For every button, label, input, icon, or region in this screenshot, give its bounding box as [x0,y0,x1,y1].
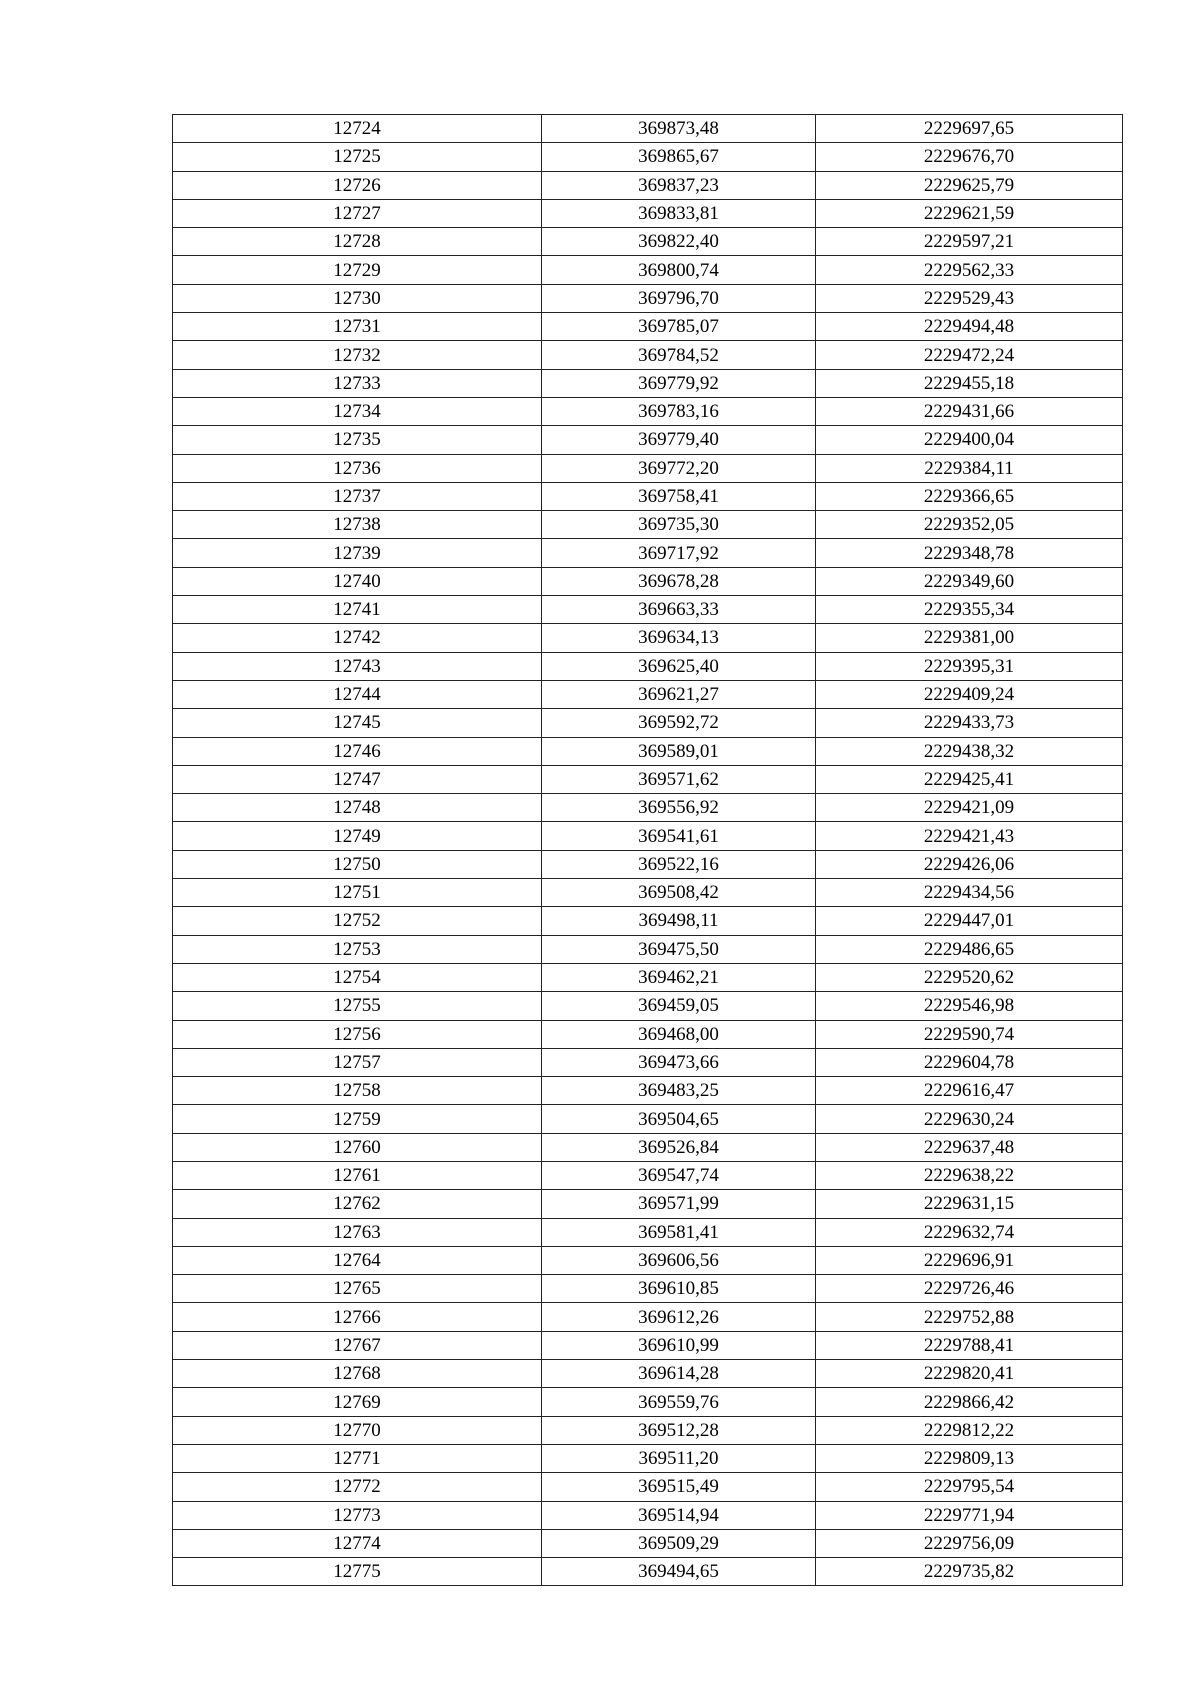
table-row [173,1218,1123,1246]
x-coordinate-cell: 369610,99 [542,1331,816,1359]
x-coordinate-cell: 369634,13 [542,624,816,652]
y-coordinate-cell: 2229421,43 [816,822,1123,850]
point-number-cell: 12765 [173,1275,542,1303]
x-coordinate-cell: 369783,16 [542,397,816,425]
x-coordinate-cell: 369522,16 [542,850,816,878]
table-row [173,822,1123,850]
y-coordinate-cell: 2229621,59 [816,199,1123,227]
x-coordinate-cell: 369459,05 [542,992,816,1020]
table-row [173,879,1123,907]
y-coordinate-cell: 2229529,43 [816,284,1123,312]
y-coordinate-cell: 2229771,94 [816,1501,1123,1529]
y-coordinate-cell: 2229455,18 [816,369,1123,397]
x-coordinate-cell: 369514,94 [542,1501,816,1529]
y-coordinate-cell: 2229632,74 [816,1218,1123,1246]
x-coordinate-cell: 369678,28 [542,567,816,595]
point-number-cell: 12762 [173,1190,542,1218]
x-coordinate-cell: 369873,48 [542,115,816,143]
table-row [173,256,1123,284]
x-coordinate-cell: 369473,66 [542,1048,816,1076]
y-coordinate-cell: 2229472,24 [816,341,1123,369]
point-number-cell: 12754 [173,963,542,991]
table-row [173,794,1123,822]
x-coordinate-cell: 369589,01 [542,737,816,765]
point-number-cell: 12734 [173,397,542,425]
table-row [173,199,1123,227]
table-row [173,1360,1123,1388]
y-coordinate-cell: 2229590,74 [816,1020,1123,1048]
x-coordinate-cell: 369663,33 [542,596,816,624]
point-number-cell: 12735 [173,426,542,454]
point-number-cell: 12740 [173,567,542,595]
y-coordinate-cell: 2229697,65 [816,115,1123,143]
point-number-cell: 12728 [173,228,542,256]
x-coordinate-cell: 369504,65 [542,1105,816,1133]
x-coordinate-cell: 369547,74 [542,1161,816,1189]
table-row [173,369,1123,397]
point-number-cell: 12757 [173,1048,542,1076]
x-coordinate-cell: 369571,62 [542,765,816,793]
y-coordinate-cell: 2229434,56 [816,879,1123,907]
table-row [173,1048,1123,1076]
x-coordinate-cell: 369779,92 [542,369,816,397]
x-coordinate-cell: 369784,52 [542,341,816,369]
y-coordinate-cell: 2229431,66 [816,397,1123,425]
y-coordinate-cell: 2229494,48 [816,313,1123,341]
point-number-cell: 12775 [173,1558,542,1586]
x-coordinate-cell: 369483,25 [542,1077,816,1105]
y-coordinate-cell: 2229788,41 [816,1331,1123,1359]
coordinates-table [172,114,1123,1586]
table-row [173,143,1123,171]
point-number-cell: 12759 [173,1105,542,1133]
point-number-cell: 12724 [173,115,542,143]
point-number-cell: 12733 [173,369,542,397]
point-number-cell: 12755 [173,992,542,1020]
point-number-cell: 12771 [173,1444,542,1472]
table-row [173,907,1123,935]
x-coordinate-cell: 369614,28 [542,1360,816,1388]
table-row [173,765,1123,793]
table-row [173,1077,1123,1105]
point-number-cell: 12731 [173,313,542,341]
point-number-cell: 12732 [173,341,542,369]
table-row [173,1444,1123,1472]
point-number-cell: 12769 [173,1388,542,1416]
table-row [173,1190,1123,1218]
table-row [173,341,1123,369]
table-row [173,1388,1123,1416]
point-number-cell: 12747 [173,765,542,793]
coordinates-table-body [173,115,1123,1586]
point-number-cell: 12738 [173,511,542,539]
y-coordinate-cell: 2229421,09 [816,794,1123,822]
table-row [173,1501,1123,1529]
table-row [173,1331,1123,1359]
table-row [173,313,1123,341]
table-row [173,171,1123,199]
point-number-cell: 12773 [173,1501,542,1529]
point-number-cell: 12763 [173,1218,542,1246]
table-row [173,511,1123,539]
point-number-cell: 12753 [173,935,542,963]
table-row [173,992,1123,1020]
table-row [173,680,1123,708]
x-coordinate-cell: 369508,42 [542,879,816,907]
x-coordinate-cell: 369758,41 [542,482,816,510]
table-row [173,482,1123,510]
y-coordinate-cell: 2229426,06 [816,850,1123,878]
table-row [173,228,1123,256]
point-number-cell: 12756 [173,1020,542,1048]
table-row [173,1558,1123,1586]
x-coordinate-cell: 369779,40 [542,426,816,454]
x-coordinate-cell: 369822,40 [542,228,816,256]
x-coordinate-cell: 369833,81 [542,199,816,227]
x-coordinate-cell: 369556,92 [542,794,816,822]
x-coordinate-cell: 369621,27 [542,680,816,708]
y-coordinate-cell: 2229752,88 [816,1303,1123,1331]
y-coordinate-cell: 2229355,34 [816,596,1123,624]
y-coordinate-cell: 2229395,31 [816,652,1123,680]
y-coordinate-cell: 2229384,11 [816,454,1123,482]
x-coordinate-cell: 369772,20 [542,454,816,482]
point-number-cell: 12729 [173,256,542,284]
y-coordinate-cell: 2229820,41 [816,1360,1123,1388]
y-coordinate-cell: 2229604,78 [816,1048,1123,1076]
y-coordinate-cell: 2229812,22 [816,1416,1123,1444]
point-number-cell: 12749 [173,822,542,850]
y-coordinate-cell: 2229425,41 [816,765,1123,793]
table-row [173,539,1123,567]
y-coordinate-cell: 2229638,22 [816,1161,1123,1189]
y-coordinate-cell: 2229866,42 [816,1388,1123,1416]
x-coordinate-cell: 369498,11 [542,907,816,935]
y-coordinate-cell: 2229409,24 [816,680,1123,708]
point-number-cell: 12772 [173,1473,542,1501]
y-coordinate-cell: 2229366,65 [816,482,1123,510]
point-number-cell: 12768 [173,1360,542,1388]
table-row [173,1133,1123,1161]
point-number-cell: 12750 [173,850,542,878]
table-row [173,709,1123,737]
y-coordinate-cell: 2229352,05 [816,511,1123,539]
point-number-cell: 12751 [173,879,542,907]
point-number-cell: 12725 [173,143,542,171]
x-coordinate-cell: 369592,72 [542,709,816,737]
y-coordinate-cell: 2229400,04 [816,426,1123,454]
x-coordinate-cell: 369717,92 [542,539,816,567]
y-coordinate-cell: 2229726,46 [816,1275,1123,1303]
table-row [173,397,1123,425]
x-coordinate-cell: 369526,84 [542,1133,816,1161]
y-coordinate-cell: 2229597,21 [816,228,1123,256]
table-row [173,1161,1123,1189]
y-coordinate-cell: 2229795,54 [816,1473,1123,1501]
table-row [173,737,1123,765]
table-row [173,850,1123,878]
x-coordinate-cell: 369541,61 [542,822,816,850]
table-row [173,652,1123,680]
y-coordinate-cell: 2229676,70 [816,143,1123,171]
y-coordinate-cell: 2229630,24 [816,1105,1123,1133]
table-row [173,1473,1123,1501]
table-row [173,454,1123,482]
x-coordinate-cell: 369511,20 [542,1444,816,1472]
x-coordinate-cell: 369735,30 [542,511,816,539]
point-number-cell: 12743 [173,652,542,680]
table-row [173,624,1123,652]
y-coordinate-cell: 2229433,73 [816,709,1123,737]
point-number-cell: 12737 [173,482,542,510]
y-coordinate-cell: 2229809,13 [816,1444,1123,1472]
point-number-cell: 12760 [173,1133,542,1161]
point-number-cell: 12726 [173,171,542,199]
table-row [173,426,1123,454]
table-row [173,1105,1123,1133]
table-row [173,596,1123,624]
y-coordinate-cell: 2229381,00 [816,624,1123,652]
point-number-cell: 12767 [173,1331,542,1359]
x-coordinate-cell: 369475,50 [542,935,816,963]
x-coordinate-cell: 369606,56 [542,1246,816,1274]
x-coordinate-cell: 369865,67 [542,143,816,171]
table-row [173,1303,1123,1331]
point-number-cell: 12770 [173,1416,542,1444]
x-coordinate-cell: 369559,76 [542,1388,816,1416]
x-coordinate-cell: 369512,28 [542,1416,816,1444]
y-coordinate-cell: 2229562,33 [816,256,1123,284]
y-coordinate-cell: 2229546,98 [816,992,1123,1020]
y-coordinate-cell: 2229438,32 [816,737,1123,765]
x-coordinate-cell: 369468,00 [542,1020,816,1048]
x-coordinate-cell: 369796,70 [542,284,816,312]
x-coordinate-cell: 369571,99 [542,1190,816,1218]
x-coordinate-cell: 369515,49 [542,1473,816,1501]
y-coordinate-cell: 2229756,09 [816,1529,1123,1557]
table-row [173,567,1123,595]
x-coordinate-cell: 369509,29 [542,1529,816,1557]
point-number-cell: 12739 [173,539,542,567]
x-coordinate-cell: 369612,26 [542,1303,816,1331]
table-row [173,1275,1123,1303]
table-row [173,1529,1123,1557]
point-number-cell: 12741 [173,596,542,624]
point-number-cell: 12745 [173,709,542,737]
y-coordinate-cell: 2229696,91 [816,1246,1123,1274]
point-number-cell: 12761 [173,1161,542,1189]
y-coordinate-cell: 2229447,01 [816,907,1123,935]
y-coordinate-cell: 2229348,78 [816,539,1123,567]
table-row [173,963,1123,991]
x-coordinate-cell: 369625,40 [542,652,816,680]
y-coordinate-cell: 2229349,60 [816,567,1123,595]
point-number-cell: 12752 [173,907,542,935]
table-row [173,935,1123,963]
point-number-cell: 12730 [173,284,542,312]
table-row [173,115,1123,143]
point-number-cell: 12774 [173,1529,542,1557]
point-number-cell: 12736 [173,454,542,482]
x-coordinate-cell: 369494,65 [542,1558,816,1586]
x-coordinate-cell: 369837,23 [542,171,816,199]
x-coordinate-cell: 369581,41 [542,1218,816,1246]
y-coordinate-cell: 2229625,79 [816,171,1123,199]
y-coordinate-cell: 2229486,65 [816,935,1123,963]
y-coordinate-cell: 2229616,47 [816,1077,1123,1105]
table-row [173,284,1123,312]
y-coordinate-cell: 2229735,82 [816,1558,1123,1586]
y-coordinate-cell: 2229631,15 [816,1190,1123,1218]
x-coordinate-cell: 369462,21 [542,963,816,991]
y-coordinate-cell: 2229520,62 [816,963,1123,991]
table-row [173,1416,1123,1444]
x-coordinate-cell: 369785,07 [542,313,816,341]
point-number-cell: 12746 [173,737,542,765]
point-number-cell: 12727 [173,199,542,227]
y-coordinate-cell: 2229637,48 [816,1133,1123,1161]
point-number-cell: 12742 [173,624,542,652]
point-number-cell: 12766 [173,1303,542,1331]
point-number-cell: 12748 [173,794,542,822]
x-coordinate-cell: 369800,74 [542,256,816,284]
point-number-cell: 12764 [173,1246,542,1274]
table-row [173,1246,1123,1274]
x-coordinate-cell: 369610,85 [542,1275,816,1303]
point-number-cell: 12744 [173,680,542,708]
point-number-cell: 12758 [173,1077,542,1105]
table-row [173,1020,1123,1048]
